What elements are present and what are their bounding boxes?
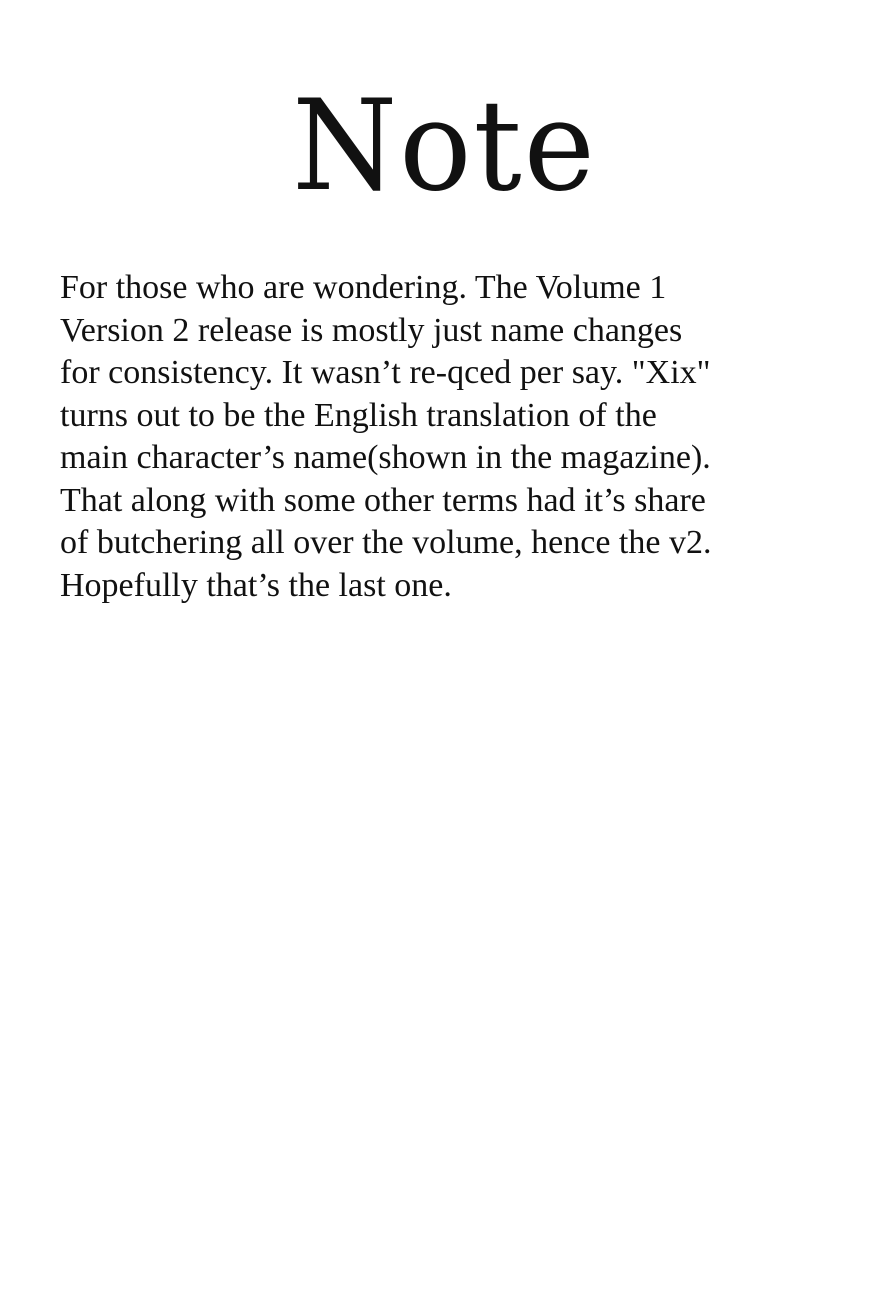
note-line: That along with some other terms had it’s share [60,481,706,519]
note-line: Hopefully that’s the last one. [60,566,452,604]
note-line: for consistency. It wasn’t re-qced per say. "Xix" [60,354,711,391]
note-line: of butchering all over the volume, hence the v2. [60,524,712,561]
note-line: turns out to be the English translation of the [60,396,657,434]
note-line: Version 2 release is mostly just name changes [60,311,683,349]
page-title: Note [292,73,597,220]
note-body [60,267,860,607]
note-line: For those who are wondering. The Volume 1 [60,269,667,306]
note-line: main character’s name(shown in the magazine). [60,439,711,476]
